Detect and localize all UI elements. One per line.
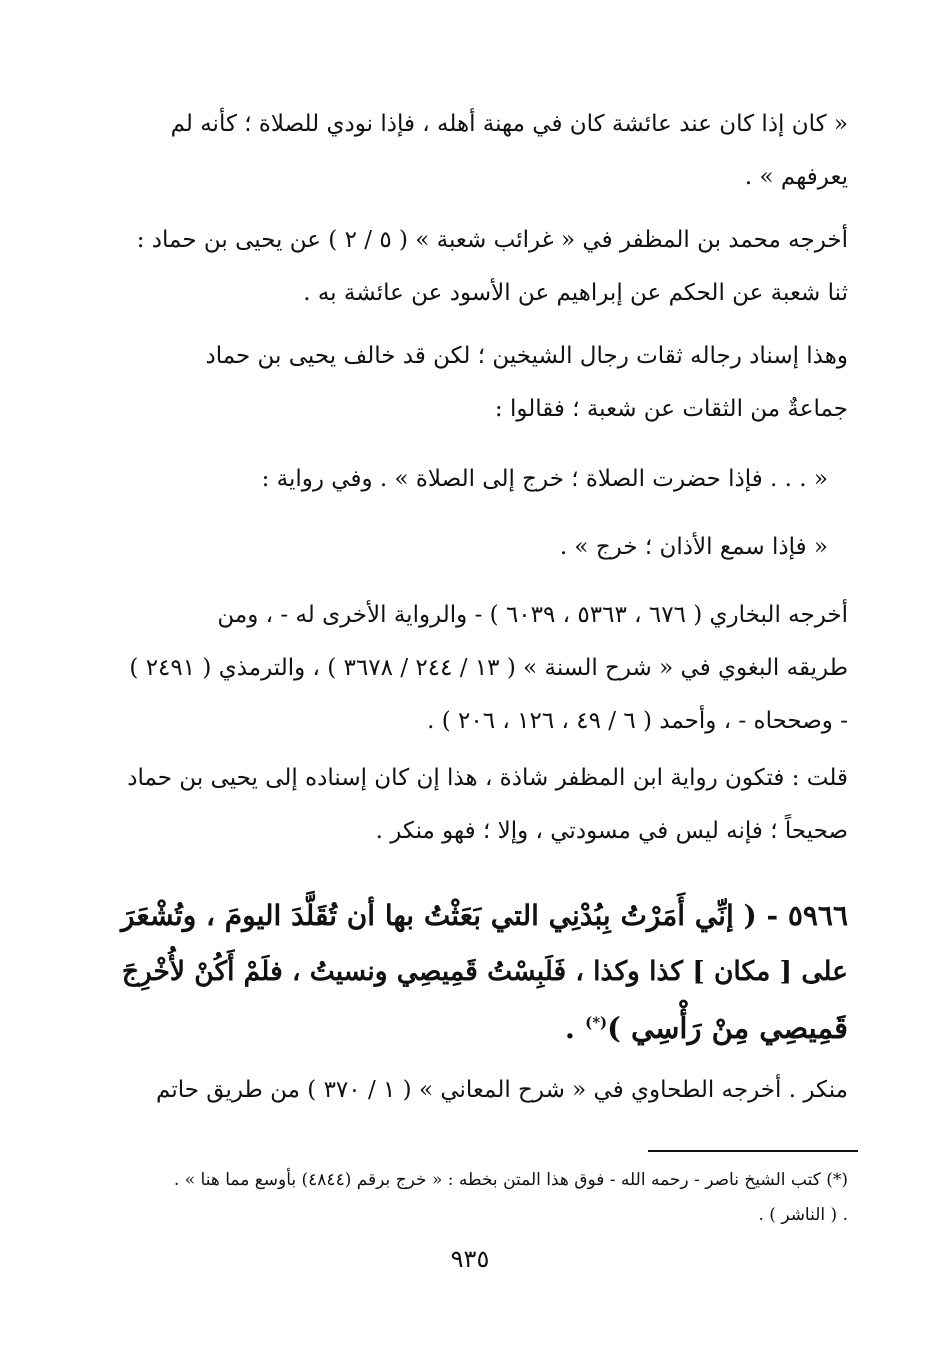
paragraph-isnad-comment	[118, 330, 848, 436]
text-line: أخرجه البخاري ( ٦٧٦ ، ٥٣٦٣ ، ٦٠٣٩ ) - والرواية الأخرى له - ، ومن	[217, 602, 848, 628]
footnote-line: (*) كتب الشيخ ناصر - رحمه الله - فوق هذا المتن بخطه : « خرج برقم (٤٨٤٤) بأوسع مما هنا » .	[173, 1170, 848, 1190]
text-line: وهذا إسناد رجاله ثقات رجال الشيخين ؛ لكن قد خالف يحيى بن حماد	[205, 343, 848, 369]
paragraph-quote-aisha	[118, 98, 848, 204]
hadith-line	[118, 1000, 848, 1056]
text-line: طريقه البغوي في « شرح السنة » ( ١٣ / ٢٤٤ / ٣٦٧٨ ) ، والترمذي ( ٢٤٩١ )	[129, 655, 848, 681]
text-line: قلت : فتكون رواية ابن المظفر شاذة ، هذا إن كان إسناده إلى يحيى بن حماد	[127, 765, 848, 791]
paragraph-author-note	[118, 752, 848, 858]
hadith-line: ٥٩٦٦ - ( إنِّي أَمَرْتُ بِبُدْنِي التي بَعَثْتُ بها أن تُقَلَّدَ اليومَ ، وتُشْعَرَ	[120, 899, 848, 932]
text-line: صحيحاً ؛ فإنه ليس في مسودتي ، وإلا ؛ فهو منكر .	[375, 818, 848, 844]
paragraph-takhrij-bukhari	[118, 589, 848, 748]
text-line: منكر . أخرجه الطحاوي في « شرح المعاني » ( ١ / ٣٧٠ ) من طريق حاتم	[156, 1077, 848, 1103]
paragraph-riwaya-2	[118, 521, 848, 574]
hadith-line-end: .	[564, 1011, 586, 1045]
footnote-marker: (*)	[585, 1013, 608, 1032]
footnote-divider	[648, 1150, 858, 1152]
paragraph-riwaya-1	[118, 453, 848, 506]
paragraph-takhrij-ibn-almuzaffar	[118, 214, 848, 320]
page-number: ٩٣٥	[450, 1245, 490, 1273]
text-line: « . . . فإذا حضرت الصلاة ؛ خرج إلى الصلاة » . وفي رواية :	[261, 466, 828, 492]
text-line: أخرجه محمد بن المظفر في « غرائب شعبة » ( ٥ / ٢ ) عن يحيى بن حماد :	[136, 227, 848, 253]
hadith-5966	[118, 888, 848, 1056]
text-line: « كان إذا كان عند عائشة كان في مهنة أهله ، فإذا نودي للصلاة ؛ كأنه لم	[170, 111, 848, 137]
footnote-line: . ( الناشر ) .	[758, 1205, 848, 1225]
text-line: « فإذا سمع الأذان ؛ خرج » .	[559, 534, 828, 560]
hadith-line-text: قَمِيصِي مِنْ رَأْسِي )	[607, 1011, 848, 1045]
text-line: يعرفهم » .	[744, 164, 848, 190]
paragraph-hukm-munkar	[118, 1064, 848, 1117]
text-line: - وصححاه - ، وأحمد ( ٦ / ٤٩ ، ١٢٦ ، ٢٠٦ ) .	[427, 708, 848, 734]
text-line: ثنا شعبة عن الحكم عن إبراهيم عن الأسود عن عائشة به .	[303, 280, 848, 306]
hadith-line: على [ مكان ] كذا وكذا ، فَلَبِسْتُ قَمِيصِي ونسيتُ ، فلَمْ أَكُنْ لأُخْرِجَ	[121, 956, 848, 987]
footnote	[118, 1163, 848, 1233]
text-line: جماعةٌ من الثقات عن شعبة ؛ فقالوا :	[494, 396, 848, 422]
